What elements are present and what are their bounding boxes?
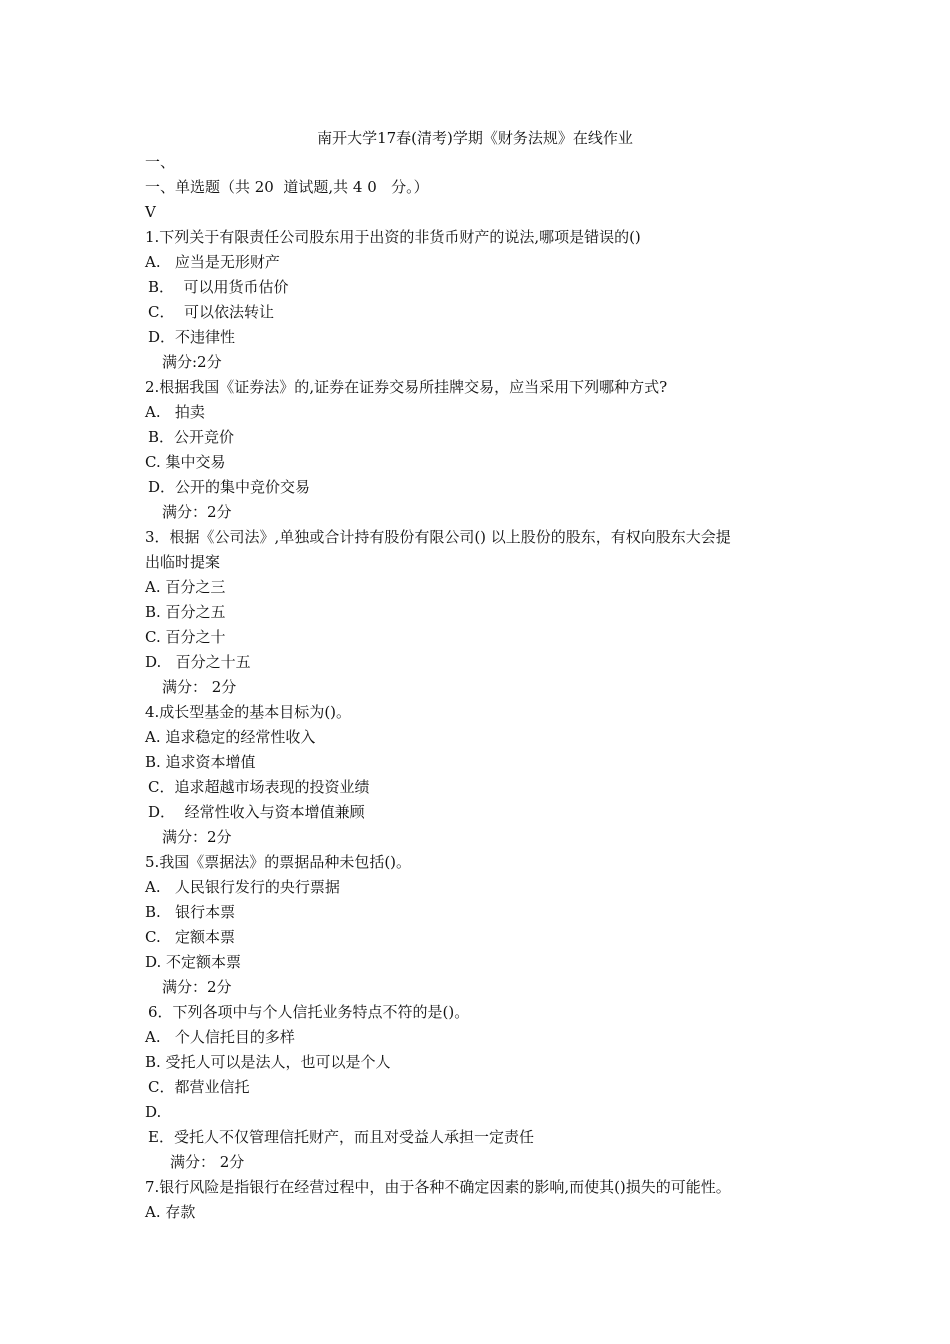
question-option: C. 集中交易 xyxy=(145,453,226,471)
question-option: A. 应当是无形财产 xyxy=(145,253,280,271)
question-option: B．公开竞价 xyxy=(148,428,235,446)
question-option: B. 追求资本增值 xyxy=(145,753,256,771)
question-stem: 3．根据《公司法》,单独或合计持有股份有限公司() 以上股份的股东，有权向股东大会提 xyxy=(145,528,731,546)
question-score: 满分：2分 xyxy=(162,828,232,846)
question-stem-continued: 出临时提案 xyxy=(145,553,221,571)
question-option: B． 可以用货币估价 xyxy=(148,278,289,296)
question-score: 满分： 2分 xyxy=(170,1153,245,1171)
question-option: B. 百分之五 xyxy=(145,603,226,621)
question-score: 满分： 2分 xyxy=(162,678,237,696)
question-option: C．追求超越市场表现的投资业绩 xyxy=(148,778,370,796)
question-option: B. 银行本票 xyxy=(145,903,236,921)
question-stem: 6．下列各项中与个人信托业务特点不符的是()。 xyxy=(148,1003,470,1021)
question-option: A. 人民银行发行的央行票据 xyxy=(145,878,340,896)
question-option: A. 追求稳定的经常性收入 xyxy=(145,728,316,746)
question-score: 满分：2分 xyxy=(162,978,232,996)
document-title: 南开大学17春(清考)学期《财务法规》在线作业 xyxy=(317,129,633,147)
question-score: 满分:2分 xyxy=(162,353,222,371)
question-option: A. 百分之三 xyxy=(145,578,226,596)
question-option: D．公开的集中竞价交易 xyxy=(148,478,311,496)
question-stem: 2.根据我国《证券法》的,证券在证券交易所挂牌交易，应当采用下列哪种方式? xyxy=(145,378,668,396)
question-option: E．受托人不仅管理信托财产，而且对受益人承担一定责任 xyxy=(148,1128,534,1146)
question-option: A. 存款 xyxy=(145,1203,196,1221)
question-option: C. 定额本票 xyxy=(145,928,236,946)
question-option: A. 个人信托目的多样 xyxy=(145,1028,295,1046)
question-option: C．都营业信托 xyxy=(148,1078,250,1096)
question-score: 满分：2分 xyxy=(162,503,232,521)
section-mark: 一、 xyxy=(145,153,176,171)
question-option: A. 拍卖 xyxy=(145,403,205,421)
section-heading: 一、单选题（共 20 道试题,共 4 0 分。） xyxy=(145,178,429,196)
question-option: D. 百分之十五 xyxy=(145,653,251,671)
question-stem: 7.银行风险是指银行在经营过程中，由于各种不确定因素的影响,而使其()损失的可能性。 xyxy=(145,1178,731,1196)
question-option: C. 百分之十 xyxy=(145,628,226,646)
question-option: D. xyxy=(145,1103,162,1121)
question-option: C． 可以依法转让 xyxy=(148,303,275,321)
question-option: D．不违律性 xyxy=(148,328,236,346)
check-mark: V xyxy=(145,203,156,221)
question-option: D. 不定额本票 xyxy=(145,953,242,971)
question-stem: 5.我国《票据法》的票据品种未包括()。 xyxy=(145,853,412,871)
question-stem: 1.下列关于有限责任公司股东用于出资的非货币财产的说法,哪项是错误的() xyxy=(145,228,641,246)
question-stem: 4.成长型基金的基本目标为()。 xyxy=(145,703,352,721)
question-option: B. 受托人可以是法人，也可以是个人 xyxy=(145,1053,391,1071)
question-option: D． 经常性收入与资本增值兼顾 xyxy=(148,803,365,821)
